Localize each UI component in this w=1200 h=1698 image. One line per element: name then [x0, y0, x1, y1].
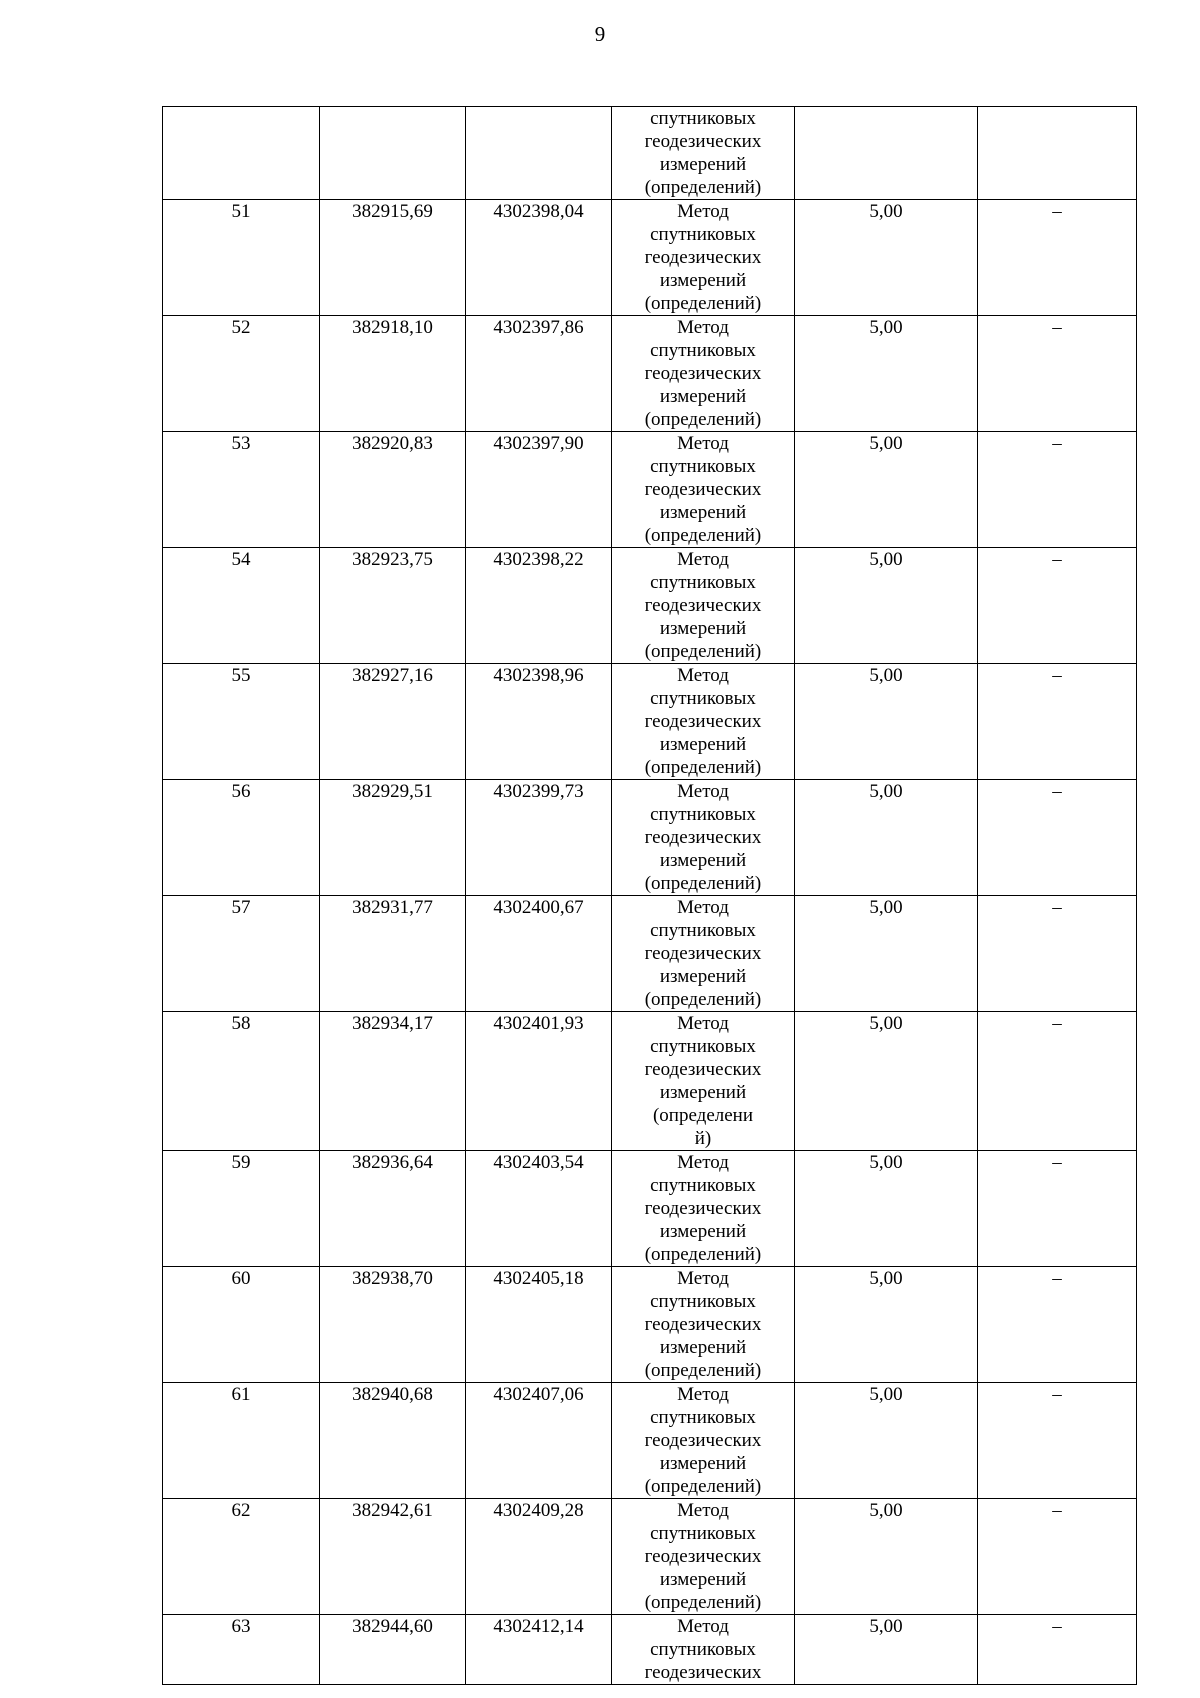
y-coordinate-cell: 4302400,67 — [466, 896, 612, 1012]
note-cell: – — [978, 664, 1137, 780]
x-coordinate-cell: 382934,17 — [320, 1012, 466, 1151]
point-number-cell: 62 — [163, 1499, 320, 1615]
method-cell: Метод спутниковых геодезических измерений (определений) — [612, 200, 795, 316]
point-number-cell: 60 — [163, 1267, 320, 1383]
note-cell: – — [978, 1383, 1137, 1499]
note-cell: – — [978, 1267, 1137, 1383]
coordinates-table-body — [163, 107, 1137, 1685]
page-number: 9 — [594, 22, 606, 46]
table-row — [163, 780, 1137, 896]
note-cell: – — [978, 200, 1137, 316]
error-cell: 5,00 — [795, 316, 978, 432]
error-cell: 5,00 — [795, 1615, 978, 1685]
error-cell: 5,00 — [795, 200, 978, 316]
point-number-cell: 55 — [163, 664, 320, 780]
y-coordinate-cell — [466, 107, 612, 200]
note-cell: – — [978, 896, 1137, 1012]
y-coordinate-cell: 4302409,28 — [466, 1499, 612, 1615]
error-cell: 5,00 — [795, 664, 978, 780]
coordinates-table — [162, 106, 1137, 1685]
note-cell — [978, 107, 1137, 200]
error-cell: 5,00 — [795, 1267, 978, 1383]
x-coordinate-cell — [320, 107, 466, 200]
point-number-cell: 56 — [163, 780, 320, 896]
table-row — [163, 1383, 1137, 1499]
error-cell: 5,00 — [795, 432, 978, 548]
table-row — [163, 1499, 1137, 1615]
note-cell: – — [978, 548, 1137, 664]
table-row-continuation — [163, 107, 1137, 200]
method-cell: Метод спутниковых геодезических измерений (определений) — [612, 1383, 795, 1499]
x-coordinate-cell: 382938,70 — [320, 1267, 466, 1383]
method-cell: Метод спутниковых геодезических измерений (определений) — [612, 1499, 795, 1615]
x-coordinate-cell: 382929,51 — [320, 780, 466, 896]
method-cell: Метод спутниковых геодезических измерений (определений) — [612, 664, 795, 780]
error-cell: 5,00 — [795, 780, 978, 896]
y-coordinate-cell: 4302405,18 — [466, 1267, 612, 1383]
table-row — [163, 1267, 1137, 1383]
x-coordinate-cell: 382923,75 — [320, 548, 466, 664]
error-cell: 5,00 — [795, 1151, 978, 1267]
point-number-cell: 63 — [163, 1615, 320, 1685]
point-number-cell: 57 — [163, 896, 320, 1012]
note-cell: – — [978, 1615, 1137, 1685]
point-number-cell: 53 — [163, 432, 320, 548]
x-coordinate-cell: 382944,60 — [320, 1615, 466, 1685]
method-cell: Метод спутниковых геодезических измерений (определений) — [612, 432, 795, 548]
table-row — [163, 1615, 1137, 1685]
method-cell: Метод спутниковых геодезических измерений (определений) — [612, 548, 795, 664]
x-coordinate-cell: 382915,69 — [320, 200, 466, 316]
x-coordinate-cell: 382931,77 — [320, 896, 466, 1012]
x-coordinate-cell: 382942,61 — [320, 1499, 466, 1615]
y-coordinate-cell: 4302401,93 — [466, 1012, 612, 1151]
y-coordinate-cell: 4302398,04 — [466, 200, 612, 316]
table-row — [163, 200, 1137, 316]
table-row — [163, 1151, 1137, 1267]
method-text: спутниковых геодезических измерений (определений) — [644, 108, 762, 198]
x-coordinate-cell: 382936,64 — [320, 1151, 466, 1267]
y-coordinate-cell: 4302407,06 — [466, 1383, 612, 1499]
y-coordinate-cell: 4302398,22 — [466, 548, 612, 664]
note-cell: – — [978, 1151, 1137, 1267]
point-number-cell: 59 — [163, 1151, 320, 1267]
point-number-cell: 58 — [163, 1012, 320, 1151]
table-row — [163, 896, 1137, 1012]
method-cell: Метод спутниковых геодезических измерений (определений) — [612, 1151, 795, 1267]
table-row — [163, 664, 1137, 780]
method-cell: Метод спутниковых геодезических измерений (определений) — [612, 316, 795, 432]
x-coordinate-cell: 382920,83 — [320, 432, 466, 548]
error-cell: 5,00 — [795, 896, 978, 1012]
note-cell: – — [978, 1012, 1137, 1151]
point-number-cell: 61 — [163, 1383, 320, 1499]
table-row — [163, 548, 1137, 664]
y-coordinate-cell: 4302399,73 — [466, 780, 612, 896]
note-cell: – — [978, 780, 1137, 896]
point-number-cell: 51 — [163, 200, 320, 316]
y-coordinate-cell: 4302412,14 — [466, 1615, 612, 1685]
y-coordinate-cell: 4302403,54 — [466, 1151, 612, 1267]
method-cell: Метод спутниковых геодезических измерений (определени й) — [612, 1012, 795, 1151]
method-cell — [612, 107, 795, 200]
y-coordinate-cell: 4302398,96 — [466, 664, 612, 780]
point-number-cell: 54 — [163, 548, 320, 664]
x-coordinate-cell: 382918,10 — [320, 316, 466, 432]
error-cell — [795, 107, 978, 200]
error-cell: 5,00 — [795, 1012, 978, 1151]
note-cell: – — [978, 316, 1137, 432]
table-row — [163, 316, 1137, 432]
error-cell: 5,00 — [795, 548, 978, 664]
note-cell: – — [978, 432, 1137, 548]
x-coordinate-cell: 382940,68 — [320, 1383, 466, 1499]
error-cell: 5,00 — [795, 1383, 978, 1499]
point-number-cell — [163, 107, 320, 200]
point-number-cell: 52 — [163, 316, 320, 432]
y-coordinate-cell: 4302397,86 — [466, 316, 612, 432]
note-cell: – — [978, 1499, 1137, 1615]
method-cell: Метод спутниковых геодезических измерений (определений) — [612, 896, 795, 1012]
table-row — [163, 1012, 1137, 1151]
x-coordinate-cell: 382927,16 — [320, 664, 466, 780]
method-cell: Метод спутниковых геодезических измерений (определений) — [612, 1267, 795, 1383]
y-coordinate-cell: 4302397,90 — [466, 432, 612, 548]
error-cell: 5,00 — [795, 1499, 978, 1615]
table-row — [163, 432, 1137, 548]
method-cell: Метод спутниковых геодезических измерений (определений) — [612, 780, 795, 896]
method-cell: Метод спутниковых геодезических — [612, 1615, 795, 1685]
